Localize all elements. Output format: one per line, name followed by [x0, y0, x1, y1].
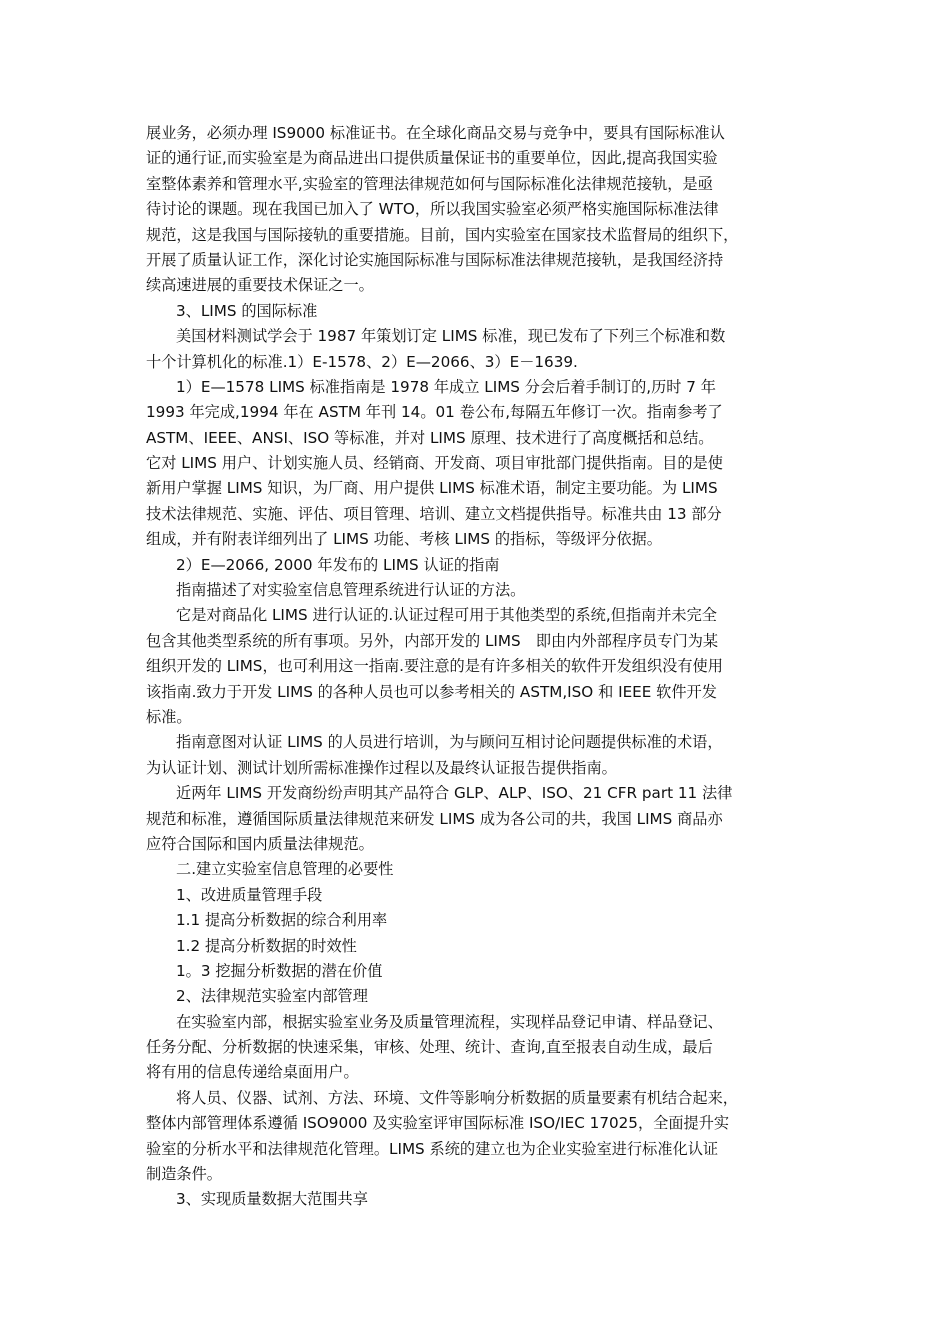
text-line: 二.建立实验室信息管理的必要性	[176, 860, 394, 879]
text-line: 组成，并有附表详细列出了 LIMS 功能、考核 LIMS 的指标，等级评分依据。	[146, 530, 662, 549]
text-line: 1）E—1578 LIMS 标准指南是 1978 年成立 LIMS 分会后着手制订的,历时 7 年	[176, 377, 716, 396]
text-line: 3、实现质量数据大范围共享	[176, 1190, 368, 1209]
text-line: 指南描述了对实验室信息管理系统进行认证的方法。	[176, 581, 526, 600]
text-line: 3、LIMS 的国际标准	[176, 301, 318, 320]
text-line: 将有用的信息传递给桌面用户。	[146, 1063, 359, 1082]
body-text	[146, 121, 816, 1213]
text-line: 任务分配、分析数据的快速采集，审核、处理、统计、查询,直至报表自动生成，最后	[146, 1038, 713, 1057]
text-line: 证的通行证,而实验室是为商品进出口提供质量保证书的重要单位，因此,提高我国实验	[146, 149, 718, 168]
text-line: 为认证计划、测试计划所需标准操作过程以及最终认证报告提供指南。	[146, 758, 617, 777]
text-line: 组织开发的 LIMS，也可利用这一指南.要注意的是有许多相关的软件开发组织没有使用	[146, 657, 723, 676]
text-line: 新用户掌握 LIMS 知识，为厂商、用户提供 LIMS 标准术语，制定主要功能。为 LIMS	[146, 479, 718, 498]
text-line: 待讨论的课题。现在我国已加入了 WTO，所以我国实验室必须严格实施国际标准法律	[146, 200, 719, 219]
text-line: 1.2 提高分析数据的时效性	[176, 936, 357, 955]
text-line: 规范，这是我国与国际接轨的重要措施。目前，国内实验室在国家技术监督局的组织下，	[146, 225, 739, 244]
text-line: 续高速进展的重要技术保证之一。	[146, 276, 374, 295]
text-line: 在实验室内部，根据实验室业务及质量管理流程，实现样品登记申请、样品登记、	[176, 1012, 723, 1031]
text-line: 1、改进质量管理手段	[176, 885, 323, 904]
text-line: 指南意图对认证 LIMS 的人员进行培训，为与顾问互相讨论问题提供标准的术语，	[176, 733, 723, 752]
text-line: 它对 LIMS 用户、计划实施人员、经销商、开发商、项目审批部门提供指南。目的是使	[146, 454, 723, 473]
text-line: 1。3 挖掘分析数据的潜在价值	[176, 961, 383, 980]
text-line: 室整体素养和管理水平,实验室的管理法律规范如何与国际标准化法律规范接轨，是亟	[146, 174, 713, 193]
text-line: 开展了质量认证工作，深化讨论实施国际标准与国际标准法律规范接轨，是我国经济持	[146, 250, 724, 269]
text-line: 该指南.致力于开发 LIMS 的各种人员也可以参考相关的 ASTM,ISO 和 IEEE 软件开发	[146, 682, 717, 701]
text-line: ASTM、IEEE、ANSI、ISO 等标准，并对 LIMS 原理、技术进行了高度概括和总结。	[146, 428, 714, 447]
text-line: 2、法律规范实验室内部管理	[176, 987, 368, 1006]
text-line: 1.1 提高分析数据的综合利用率	[176, 911, 388, 930]
text-line: 包含其他类型系统的所有事项。另外，内部开发的 LIMS 即由内外部程序员专门为某	[146, 631, 719, 650]
text-line: 它是对商品化 LIMS 进行认证的.认证过程可用于其他类型的系统,但指南并未完全	[176, 606, 717, 625]
text-line: 验室的分析水平和法律规范化管理。LIMS 系统的建立也为企业实验室进行标准化认证	[146, 1139, 719, 1158]
text-line: 近两年 LIMS 开发商纷纷声明其产品符合 GLP、ALP、ISO、21 CFR part 11 法律	[176, 784, 733, 803]
text-line: 十个计算机化的标准.1）E-1578、2）E—2066、3）E－1639.	[146, 352, 578, 371]
text-line: 展业务，必须办理 IS9000 标准证书。在全球化商品交易与竞争中，要具有国际标准认	[146, 124, 725, 142]
text-line: 制造条件。	[146, 1165, 222, 1184]
text-line: 规范和标准，遵循国际质量法律规范来研发 LIMS 成为各公司的共，我国 LIMS 商品亦	[146, 809, 723, 828]
text-line: 标准。	[146, 707, 192, 726]
text-line: 整体内部管理体系遵循 ISO9000 及实验室评审国际标准 ISO/IEC 17025，全面提升实	[146, 1114, 730, 1133]
text-line: 应符合国际和国内质量法律规范。	[146, 834, 374, 853]
text-line: 将人员、仪器、试剂、方法、环境、文件等影响分析数据的质量要素有机结合起来，	[176, 1088, 738, 1107]
text-line: 技术法律规范、实施、评估、项目管理、培训、建立文档提供指导。标准共由 13 部分	[146, 504, 722, 523]
text-line: 2）E—2066, 2000 年发布的 LIMS 认证的指南	[176, 555, 500, 574]
text-line: 1993 年完成,1994 年在 ASTM 年刊 14。01 卷公布,每隔五年修订一次。指南参考了	[146, 403, 723, 422]
text-line: 美国材料测试学会于 1987 年策划订定 LIMS 标准，现已发布了下列三个标准和数	[176, 327, 726, 346]
